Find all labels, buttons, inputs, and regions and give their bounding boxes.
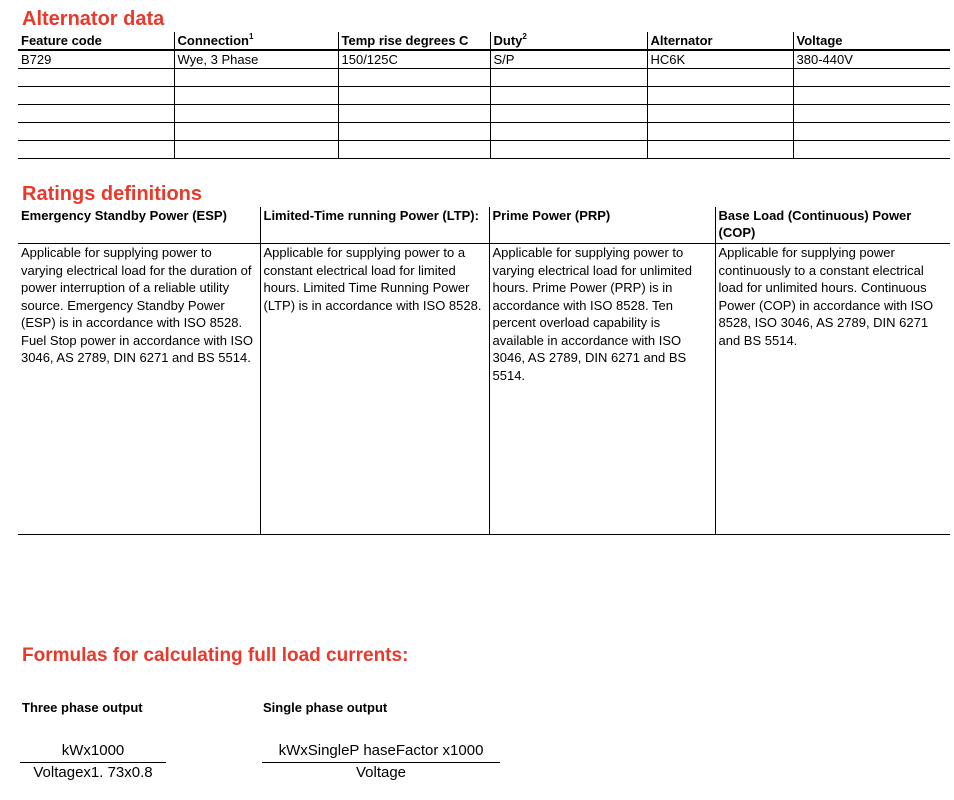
cell-voltage: 380-440V <box>793 50 950 69</box>
cell-alternator <box>647 87 793 105</box>
cell-feature-code: B729 <box>18 50 174 69</box>
cell-connection <box>174 141 338 159</box>
cell-connection <box>174 87 338 105</box>
cell-temp-rise <box>338 87 490 105</box>
cell-voltage <box>793 87 950 105</box>
cell-alternator <box>647 105 793 123</box>
cell-alternator <box>647 141 793 159</box>
cell-feature-code <box>18 123 174 141</box>
table-row <box>18 87 950 105</box>
alternator-table <box>18 32 950 159</box>
rating-header-prp: Prime Power (PRP) <box>489 207 715 244</box>
col-header-alternator: Alternator <box>647 32 793 50</box>
cell-temp-rise <box>338 141 490 159</box>
cell-connection <box>174 105 338 123</box>
cell-voltage <box>793 69 950 87</box>
cell-connection <box>174 123 338 141</box>
rating-definition-ltp: Applicable for supplying power to a constant electrical load for limited hours. Limited Time Running Power (LTP) is in accordance with ISO 8528. <box>260 244 489 535</box>
alternator-header-row <box>18 32 950 50</box>
cell-duty <box>490 123 647 141</box>
single-phase-formula <box>262 741 500 783</box>
single-phase-label: Single phase output <box>263 700 388 715</box>
col-header-voltage: Voltage <box>793 32 950 50</box>
rating-header-cop: Base Load (Continuous) Power (COP) <box>715 207 950 244</box>
rating-definition-prp: Applicable for supplying power to varying electrical load for unlimited hours. Prime Power (PRP) is in accordance with ISO 8528. Ten percent overload capability is available in accordance with ISO 3046, AS 2789, DIN 6271 and BS 5514. <box>489 244 715 535</box>
cell-feature-code <box>18 105 174 123</box>
rating-definition-esp: Applicable for supplying power to varying electrical load for the duration of power interruption of a reliable utility source. Emergency Standby Power (ESP) is in accordance with ISO 8528. Fuel Stop power in accordance with ISO 3046, AS 2789, DIN 6271 and BS 5514. <box>18 244 260 535</box>
ratings-table <box>18 207 950 535</box>
three-phase-denominator: Voltagex1. 73x0.8 <box>33 764 153 781</box>
cell-feature-code <box>18 141 174 159</box>
col-header-connection: Connection$^1$ <box>174 32 338 50</box>
three-phase-numerator: kWx1000 <box>61 742 125 759</box>
single-phase-denominator: Voltage <box>355 764 407 781</box>
formulas-section-title: Formulas for calculating full load currents: <box>22 645 409 666</box>
three-phase-label: Three phase output <box>22 700 143 715</box>
cell-duty <box>490 141 647 159</box>
col-header-temp-rise: Temp rise degrees C <box>338 32 490 50</box>
ratings-header-row <box>18 207 950 244</box>
cell-temp-rise <box>338 123 490 141</box>
cell-duty <box>490 87 647 105</box>
cell-temp-rise <box>338 105 490 123</box>
table-row <box>18 105 950 123</box>
cell-voltage <box>793 123 950 141</box>
footnote-marker: 1 <box>249 32 254 41</box>
cell-duty <box>490 69 647 87</box>
table-row <box>18 123 950 141</box>
ratings-section-title: Ratings definitions <box>22 183 202 205</box>
col-header-feature-code: Feature code <box>18 32 174 50</box>
cell-connection <box>174 69 338 87</box>
cell-connection: Wye, 3 Phase <box>174 50 338 69</box>
table-row <box>18 141 950 159</box>
alternator-section-title: Alternator data <box>22 8 165 30</box>
cell-alternator <box>647 123 793 141</box>
cell-duty: S/P <box>490 50 647 69</box>
three-phase-formula <box>20 741 166 783</box>
cell-voltage <box>793 105 950 123</box>
cell-feature-code <box>18 87 174 105</box>
footnote-marker: 2 <box>522 32 527 41</box>
rating-header-ltp: Limited-Time running Power (LTP): <box>260 207 489 244</box>
rating-header-esp: Emergency Standby Power (ESP) <box>18 207 260 244</box>
ratings-body-row <box>18 244 950 535</box>
cell-voltage <box>793 141 950 159</box>
col-header-duty: Duty$^2$ <box>490 32 647 50</box>
cell-temp-rise <box>338 69 490 87</box>
cell-alternator <box>647 69 793 87</box>
rating-definition-cop: Applicable for supplying power continuously to a constant electrical load for unlimited hours. Continuous Power (COP) in accordance with ISO 8528, ISO 3046, AS 2789, DIN 6271 and BS 5514. <box>715 244 950 535</box>
table-row <box>18 69 950 87</box>
cell-temp-rise: 150/125C <box>338 50 490 69</box>
single-phase-numerator: kWxSingleP haseFactor x1000 <box>278 742 484 759</box>
cell-feature-code <box>18 69 174 87</box>
cell-duty <box>490 105 647 123</box>
table-row <box>18 50 950 69</box>
cell-alternator: HC6K <box>647 50 793 69</box>
